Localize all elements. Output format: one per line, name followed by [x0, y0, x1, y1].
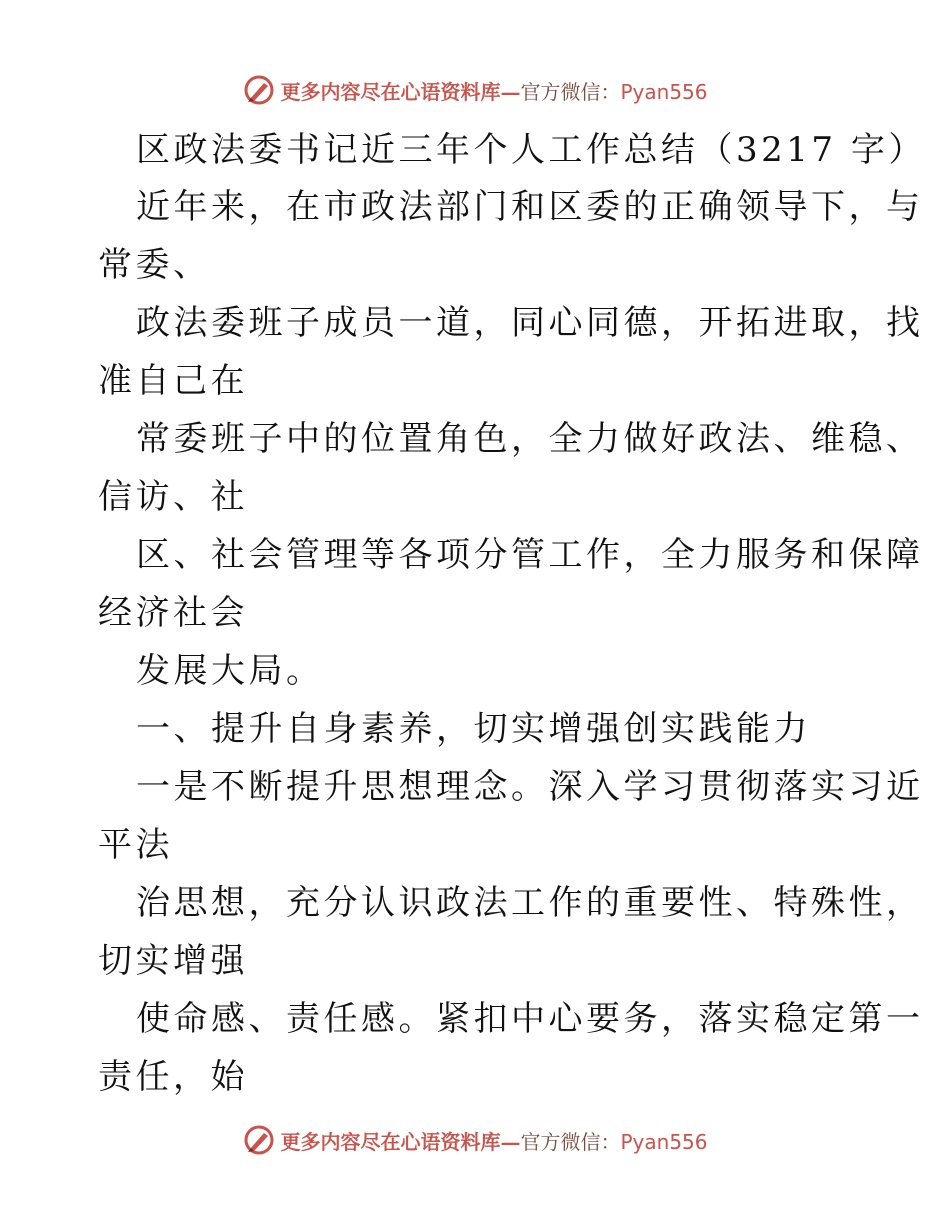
- header-watermark: [0, 72, 950, 108]
- text-line: 区、社会管理等各项分管工作，全力服务和保障: [136, 535, 924, 575]
- text-line: 一是不断提升思想理念。深入学习贯彻落实习近: [136, 767, 924, 807]
- section-heading: 一、提升自身素养，切实增强创实践能力: [136, 709, 811, 749]
- watermark-official: 官方微信：: [520, 1129, 621, 1154]
- text-line: 常委班子中的位置角色，全力做好政法、维稳、: [136, 419, 924, 459]
- watermark-text: [280, 1126, 707, 1155]
- document-title: 区政法委书记近三年个人工作总结（3217 字）: [136, 130, 926, 170]
- text-line: 近年来，在市政法部门和区委的正确领导下，与: [136, 187, 924, 227]
- text-line: 发展大局。: [136, 651, 324, 691]
- watermark-dash: —: [500, 1129, 521, 1154]
- watermark-text: [280, 76, 707, 105]
- pen-logo-icon: [242, 73, 276, 107]
- pen-logo-icon: [242, 1123, 276, 1157]
- text-line: 经济社会: [98, 593, 248, 633]
- watermark-official: 官方微信：: [520, 79, 621, 104]
- watermark-site: 更多内容尽在心语资料库: [280, 79, 501, 104]
- footer-watermark: [0, 1122, 950, 1158]
- watermark-dash: —: [500, 79, 521, 104]
- text-line: 政法委班子成员一道，同心同德，开拓进取，找: [136, 303, 924, 343]
- text-line: 信访、社: [98, 477, 248, 517]
- text-line: 切实增强: [98, 941, 248, 981]
- watermark-wechat: Pyan556: [620, 79, 708, 104]
- watermark-wechat: Pyan556: [620, 1129, 708, 1154]
- text-line: 使命感、责任感。紧扣中心要务，落实稳定第一: [136, 999, 924, 1039]
- text-line: 常委、: [98, 245, 211, 285]
- text-line: 责任，始: [98, 1057, 248, 1097]
- text-line: 平法: [98, 825, 173, 865]
- watermark-site: 更多内容尽在心语资料库: [280, 1129, 501, 1154]
- text-line: 治思想，充分认识政法工作的重要性、特殊性，: [136, 883, 924, 923]
- text-line: 准自己在: [98, 361, 248, 401]
